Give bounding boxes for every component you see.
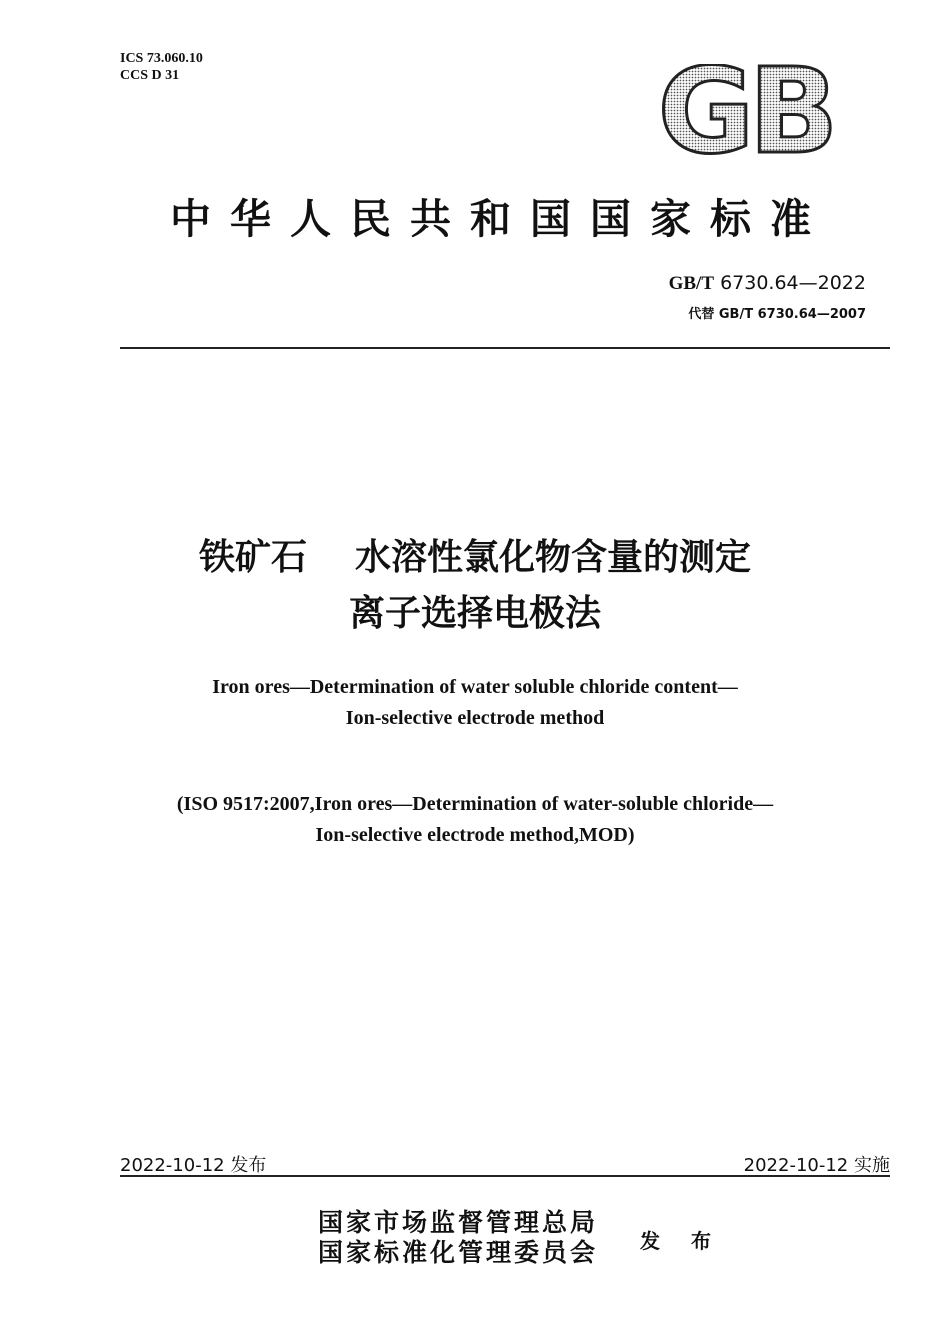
english-title: [0, 672, 950, 734]
ics-code: ICS 73.060.10: [120, 51, 203, 66]
issuing-authorities: [318, 1208, 598, 1268]
chinese-title-line2: 离子选择电极法: [348, 593, 601, 634]
standard-number: [669, 272, 866, 295]
issuer-samr: 国家市场监督管理总局: [318, 1208, 599, 1237]
standard-prefix: GB/T: [668, 273, 715, 294]
iso-reference-line1: (ISO 9517:2007,Iron ores—Determination of water-soluble chloride—: [176, 793, 774, 815]
chinese-title-line1: [0, 530, 950, 586]
chinese-title-topic: 水溶性氯化物含量的测定: [355, 537, 752, 578]
issuer-sac: 国家标准化管理委员会: [318, 1238, 599, 1267]
top-divider: [120, 347, 890, 349]
publish-label: 发 布: [640, 1229, 723, 1253]
gb-logo-text: GB: [657, 64, 833, 158]
english-title-line2: Ion-selective electrode method: [345, 707, 605, 729]
national-standard-title: 中华人民共和国国家标准: [170, 195, 830, 243]
classification-codes: [120, 50, 203, 84]
implementation-date: 2022-10-12 实施: [743, 1155, 890, 1176]
chinese-title-subject: 铁矿石: [198, 537, 307, 578]
english-title-line1: Iron ores—Determination of water soluble chloride content—: [212, 676, 738, 698]
iso-reference: [0, 789, 950, 851]
iso-reference-line2: Ion-selective electrode method,MOD): [315, 824, 635, 846]
issue-date: 2022-10-12 发布: [120, 1155, 267, 1176]
replaces-standard: 代替 GB/T 6730.64—2007: [688, 307, 866, 322]
ccs-code: CCS D 31: [120, 68, 180, 83]
bottom-divider: [120, 1175, 890, 1177]
gb-logo: [652, 64, 838, 158]
chinese-title: [0, 530, 950, 642]
standard-code: 6730.64—2022: [720, 272, 866, 294]
